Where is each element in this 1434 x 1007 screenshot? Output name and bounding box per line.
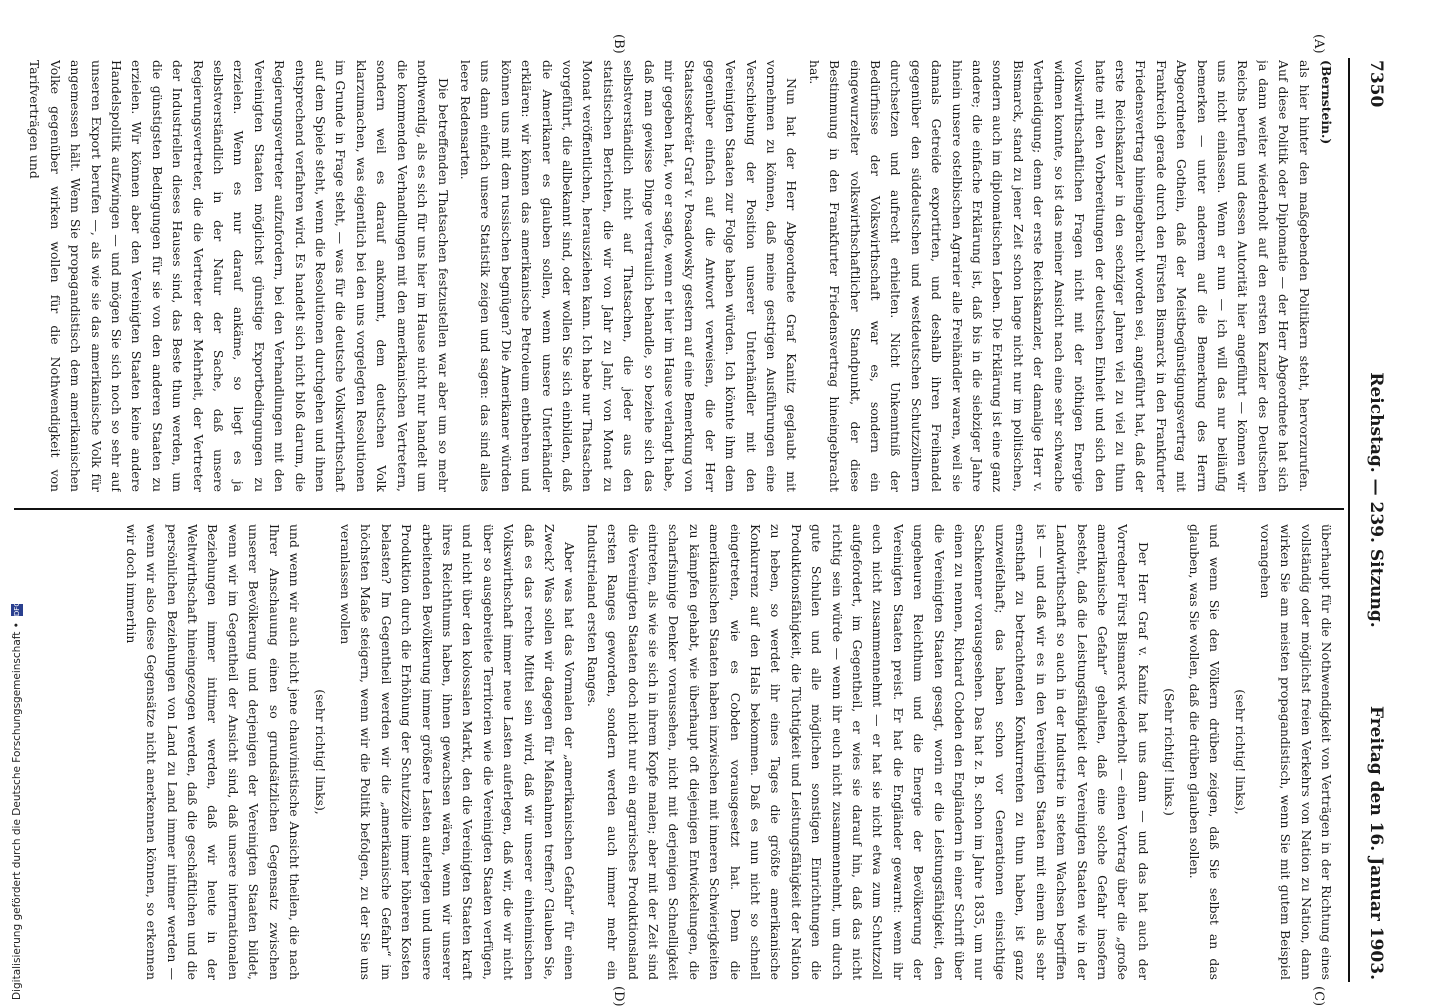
interjection: (sehr richtig! links), (313, 689, 329, 815)
footer-text: Digitalisierung gefördert durch die Deutsche Forschungsgemeinschaft • (11, 622, 23, 1000)
paragraph: Die betreffenden Thatsachen festzustellen war aber um so mehr nothwendig, als es sich für uns hier im Hause nicht nur handelt um die kommenden Verhandlungen mit den amerikanischen Vertretern, sondern weil es darauf ankommt, dem deutschen Volk klarzumachen, was eigentlich bei den uns vorgelegten Resolutionen im Grunde in Frage steht, — was für die deutsche Volkswirthschaft auf dem Spiele steht, wenn die Resolutionen durchgehen und ihnen entsprechend verfahren wird. Es handelt sich nicht bloß darum, die Regierungsvertreter aufzufordern, bei den Verhandlungen mit den Vereinigten Staaten möglichst günstige Exportbedingungen zu erzielen. Wenn es nur darauf ankäme, so liegt es ja selbstverständlich in der Natur der Sache, daß unsere Regierungsvertreter, die die Vertreter der Mehrheit, der Vertreter der Industriellen dieses Hauses sind, das Beste thun werden, um die günstigsten Bedingungen für sie von den anderen Staaten zu erzielen. Wir können aber den Vereinigten Staaten keine andere Handelspolitik aufzwingen — und mögen Sie sich noch so sehr auf unseren Export berufen —, als wie sie das amerikanische Volk für angemessen hält. Wenn Sie propagandistisch dem amerikanischen Volke gegenüber wirken wollen für die Nothwendigkeit von Tarifverträgen und (27, 60, 451, 492)
column-divider (14, 508, 1344, 510)
paragraph: und wenn wir auch nicht jene chauvinistische Ansicht theilen, die nach Ihrer Anschauung einen so grundsätzlichen Gegensatz zwischen unserer Bevölkerung und derjenigen der Vereinigten Staaten bildet, wenn wir im Gegentheil der Ansicht sind, daß unsere internationalen Beziehungen immer intimer werden, daß wir heute in der Weltwirthschaft hineingezogen werden, daß die geschäftlichen und die persönlichen Beziehungen von Land zu Land immer intimer werden — wenn wir also diese Gegensätze nicht anerkennen können, so erkennen wir doch immerhin (123, 524, 303, 980)
paragraph: überhaupt für die Nothwendigkeit von Verträgen in der Richtung eines vollständig oder möglichst freien Verkehrs von Nation zu Nation, dann wirken Sie am meisten propagandistisch, wenn Sie mit gutem Beispiel vorangehen (1257, 524, 1334, 980)
margin-marker-d: (D) (611, 986, 626, 1007)
paragraph: und wenn Sie den Völkern drüben zeigen, daß Sie selbst an das glauben, was Sie wollen, daß die drüben glauben sollen. (1186, 524, 1222, 980)
dfg-logo-icon: DFG (13, 601, 21, 617)
margin-marker-a: (A) (1311, 34, 1326, 54)
header-rule (1348, 58, 1350, 982)
interjection: (sehr richtig! links), (1233, 689, 1249, 815)
margin-marker-b: (B) (611, 34, 626, 54)
right-column (16, 524, 1336, 980)
margin-marker-c: (C) (1311, 986, 1326, 1007)
page-number: 7350 (1366, 60, 1386, 108)
session-date: Freitag den 16. Januar 1903. (1366, 705, 1386, 980)
digitization-footer (2, 0, 32, 1000)
interjection: (Sehr richtig! links.) (1162, 688, 1178, 816)
paragraph: Der Herr Graf v. Kanitz hat uns dann — und das hat auch der Vorredner Fürst Bismarck wiederholt — einen Vortrag über die „große amerikanische Gefahr“ gehalten, daß eine solche Gefahr insofern besteht, daß die Leistungsfähigkeit der Vereinigten Staaten wie in der Landwirthschaft so auch in der Industrie in stetem Wachsen begriffen ist — und daß wir es in den Vereinigten Staaten mit einem als sehr ernsthaft zu betrachtenden Konkurrenten zu thun haben, ist ganz unzweifelhaft; das haben schon vor Generationen einsichtige Sachkenner vorausgesehen. Das hat z. B. schon im Jahre 1835, um nur einen zu nennen, Richard Cobden den Engländern in einer Schrift über die Vereinigten Staaten gesagt, worin er die Leistungsfähigkeit, den ungeheuren Reichthum und die Energie der Bevölkerung der Vereinigten Staaten preist. Er hat die Engländer gewarnt: wenn ihr euch nicht zusammennehmt — er hat sie nicht etwa zum Schutzzoll aufgefordert, im Gegentheil, er wies sie darauf hin, daß das nicht richtig sein würde — wenn ihr euch nicht zusammennehmt, um durch gute Schulen und alle möglichen sonstigen Einrichtungen die Produktionsfähigkeit, die Tüchtigkeit und Leistungsfähigkeit der Nation zu heben, so werdet ihr eines Tages die größte amerikanische Konkurrenz auf den Hals bekommen. Daß es nun nicht so schnell eingetreten, wie es Cobden vorausgesetzt hat. Denn die amerikanischen Staaten haben inzwischen mit inneren Schwierigkeiten zu kämpfen gehabt, wie überhaupt oft diejenigen Entwickelungen, die scharfsinnige Denker voraussehen, nicht mit derjenigen Schnelligkeit eintreten, als wie sie sich in ihrem Kopfe malen; aber mit der Zeit sind die Vereinigten Staaten doch nicht nur ein agrarisches Produktionsland ersten Ranges geworden, sondern werden auch immer mehr ein Industrieland ersten Ranges. (584, 524, 1151, 980)
running-head: Reichstag. — 239. Sitzung. (1366, 372, 1386, 628)
paragraph: Nun hat der Herr Abgeordnete Graf Kanitz geglaubt mit vornehmen zu können, daß meine gestrigen Ausführungen eine Verschiebung der Position unserer Unterhändler mit den Vereinigten Staaten zur Folge haben würden. Ich könnte ihm dem gegenüber einfach auf die Antwort verweisen, die der Herr Staatssekretär Graf v. Posadowsky gestern auf eine Bemerkung von mir gegeben hat, wo er sagte, wenn er hier im Hause verlangt habe, daß man gewisse Dinge vertraulich behandle, so beziehe sich das selbstverständlich nicht auf Thatsachen, die jeder aus den statistischen Berichten, die wir von Jahr zu Jahr, von Monat zu Monat veröffentlichen, herausziehen kann. Ich habe nur Thatsachen vorgeführt, die allbekannt sind, oder wollen Sie sich einbilden, daß die Amerikaner es glauben sollen, wenn unsere Unterhändler erklären: wir können das amerikanische Petroleum entbehren und können uns mit dem russischen begnügen? Die Amerikaner würden uns dann einfach unsere Statistik zeigen und sagen: das sind alles leere Redensarten. (457, 60, 800, 492)
speaker-label: (Bernstein.) (1319, 60, 1334, 145)
left-column (16, 60, 1336, 492)
paragraph: Aber was hat das Vormalen der „amerikanischen Gefahr“ für einen Zweck? Was sollen wir dagegen für Maßnahmen treffen? Glauben Sie, daß es das rechte Mittel sein wird, daß wir unserer einheimischen Volkswirthschaft immer neue Lasten auferlegen, daß wir, die wir nicht über so ausgebreitete Territorien wie die Vereinigten Staaten verfügen, und nicht über den kolossalen Markt, den die Vereinigten Staaten kraft ihres Reichthums haben, ihnen gewachsen wären, wenn wir unserer arbeitenden Bevölkerung immer größere Lasten auferlegen und unsere Produktion durch die Erhöhung der Schutzzölle immer höheren Kosten belasten? Im Gegentheil werden wir die „amerikanische Gefahr“ im höchsten Maße steigern, wenn wir die Politik befolgen, zu der Sie uns veranlassen wollen (337, 524, 578, 980)
paragraph: als hier hinter den maßgebenden Politikern steht, hervorzurufen. Auf diese Politik oder Diplomatie — der Herr Abgeordnete hat sich ja dann weiter wiederholt auf den ersten Kanzler des Deutschen Reichs berufen und dessen Autorität hier angeführt — können wir uns nicht einlassen. Wenn er nun — ich will das nur beiläufig bemerken — unter anderem auf die Bemerkung des Herrn Abgeordneten Gothein, daß der Meistbegünstigungsvertrag mit Frankreich gerade durch den Fürsten Bismarck in den Frankfurter Friedensvertrag hineingebracht worden sei, angeführt hat, daß der erste Reichskanzler in den sechziger Jahren viel zu viel zu thun hatte mit den Vorbereitungen der deutschen Einheit und sich den volkswirthschaftlichen Fragen nicht mit der nöthigen Energie widmen konnte, so ist das meiner Ansicht nach eine sehr schwache Vertheidigung; denn der erste Reichskanzler, der damalige Herr v. Bismarck, stand zu jener Zeit schon lange nicht nur im politischen, sondern auch im diplomatischen Leben. Die Erklärung ist eine ganz andere; die einfache Erklärung ist, daß bis in die siebziger Jahre hinein unsere ostelbischen Agrarier alle Freihändler waren, weil sie damals Getreide exportirten, und deshalb ihren Freihandel gegenüber den süddeutschen und westdeutschen Schutzzöllnern durchsetzen und aufrecht erhielten. Nicht Unkenntniß der Bedürfnisse der Volkswirthschaft war es, sondern ein eingewurzelter volkswirthschaftlicher Standpunkt, der diese Bestimmung in den Frankfurter Friedensvertrag hineingebracht hat. (806, 60, 1312, 492)
